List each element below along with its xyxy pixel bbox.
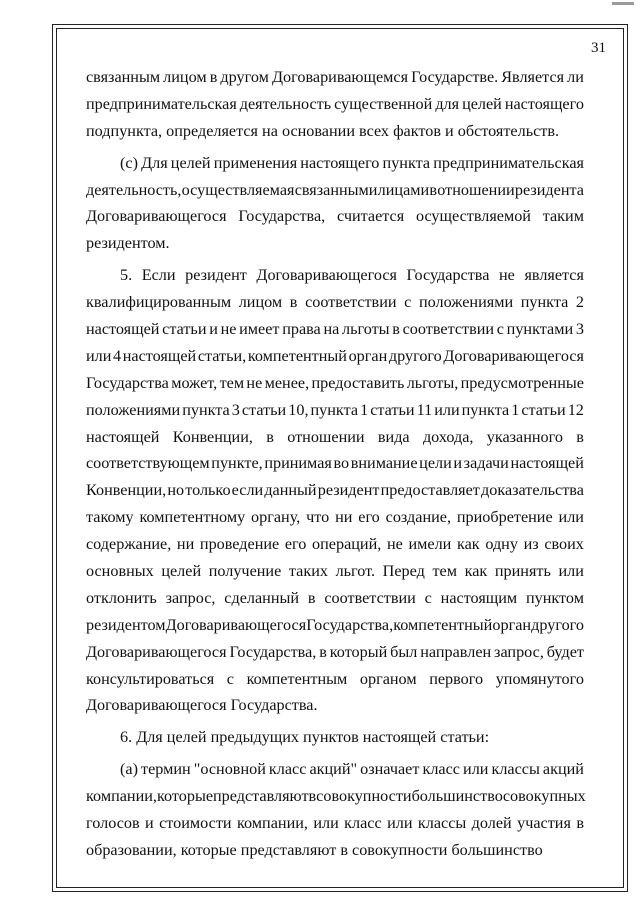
text-line [86,756,584,783]
word: имели [408,535,452,554]
word: его [358,508,380,527]
text-line [86,724,584,751]
word: предоставить [311,373,405,392]
word: резидент [317,481,380,500]
word: связанными [294,180,378,199]
word: или [434,400,460,419]
text-line [86,150,584,177]
text-line [86,531,584,558]
word: Договаривающегося [256,266,397,285]
line-text: резидентом. [86,234,170,253]
text-line [86,639,584,666]
word: отношении [287,427,365,446]
word: дохода, [422,427,474,446]
word: одну [485,535,518,554]
text-line [86,262,584,289]
text-line [86,230,584,257]
line-text: Договаривающегося Государства. [86,696,318,715]
word: вида [377,427,410,446]
text-line [86,810,584,837]
word: лицом [163,68,207,86]
word: предпринимательская [433,153,584,172]
word: данный [264,481,317,500]
word: в [209,68,218,86]
word: квалифицированным [86,293,232,312]
word: классы [417,814,467,833]
word: Перед [382,562,425,581]
word: Для [141,153,168,172]
word: представляют [213,787,309,806]
word: положениями [418,293,514,312]
word: в [308,787,317,806]
word: орган [492,615,532,634]
word: получение [208,562,282,581]
word: компетентному [139,508,246,527]
paragraph [86,724,584,751]
word: в [319,642,327,661]
word: голосов [86,814,140,833]
word: участия [517,814,571,833]
word: настоящего [300,153,380,172]
word: ни [176,535,195,554]
word: пункта [520,293,569,312]
word: настоящего [504,94,584,113]
word: долей [471,814,512,833]
text-line [86,692,584,719]
word: внимание [350,454,418,473]
word: которые [156,787,213,806]
word: для [435,94,460,113]
word: таким [542,207,584,226]
word: органу, [251,508,301,527]
word: сделанный [224,588,300,607]
word: своих [544,535,584,554]
word: был [390,642,418,661]
line-text: образовании, которые представляют в совокупности большинство [86,840,543,859]
word: или [463,760,489,779]
word: настоящим [440,588,518,607]
word: задачи [463,454,509,473]
word: такому [86,508,134,527]
word: что [306,508,330,527]
word: менее, [264,373,310,392]
word: статьи [241,400,287,419]
word: и [453,454,463,473]
word: существенной [334,94,433,113]
word: и [145,814,154,833]
word: органом [359,669,417,688]
word: стоимости [159,814,232,833]
word: Если [141,266,176,285]
text-line [86,666,584,693]
word: резидент [185,266,247,285]
word: как [464,562,488,581]
word: целей [170,153,211,172]
word: статьи [162,320,207,339]
word: основных [86,562,154,581]
word: 11 [416,400,433,419]
word: содержание, [86,535,172,554]
word: операций, [312,535,382,554]
word: деятельность, [86,180,182,199]
word: не [386,535,403,554]
word: резидента [514,180,584,199]
word: статьи [521,400,566,419]
word: соответствии [324,588,416,607]
word: связанным [86,68,161,86]
word: на [323,320,340,339]
word: как [456,535,480,554]
word: 3 [231,400,240,419]
text-line [86,783,584,810]
text-line [86,450,584,477]
word: направлен [420,642,492,661]
text-line [86,477,584,504]
line-text: 6. Для целей предыдущих пунктов настоящей статьи: [120,728,490,747]
word: пункте, [211,454,263,473]
word: 3 [575,320,584,339]
word: орган [348,346,388,365]
word: означает [360,760,420,779]
paragraph [86,756,584,864]
word: принять [494,562,551,581]
word: Конвенции, [86,481,167,500]
text-line [86,424,584,451]
word: лицом [238,293,283,312]
word: соответствии [305,293,397,312]
word: цели [419,454,452,473]
word: большинство [411,787,503,806]
word: Договаривающемся [271,68,409,86]
word: соответствующем [86,454,210,473]
word: отклонить [86,588,157,607]
word: создание, [385,508,451,527]
word: с [404,293,412,312]
word: если [231,481,264,500]
text-line [86,203,584,230]
text-line [86,343,584,370]
word: во [333,454,350,473]
word: 10, [288,400,309,419]
word: или [387,814,413,833]
word: настоящей [86,427,160,446]
word: применения [213,153,298,172]
word: не [499,266,515,285]
word: (c) [120,153,138,172]
word: или [313,814,339,833]
word: доказательства [481,481,584,500]
word: приобретение [456,508,553,527]
word: совокупности [316,787,412,806]
word: тем [219,373,245,392]
word: акций [542,760,584,779]
word: компетентный [393,615,493,634]
word: первого [429,669,484,688]
text-line [86,91,584,118]
word: в [289,293,298,312]
word: права [282,320,321,339]
word: таких [288,562,328,581]
word: пунктами [506,320,574,339]
word: 5. [120,266,133,285]
word: 1 [360,400,369,419]
word: статьи [370,400,415,419]
word: Договаривающегося [165,615,307,634]
word: пункта [310,400,359,419]
word: запрос, [165,588,216,607]
word: Государства, [306,615,394,634]
text-line [86,118,584,145]
word: совокупных [502,787,586,806]
word: или [558,562,584,581]
text-line [86,397,584,424]
word: другом [220,68,269,86]
word: другого [531,615,584,634]
word: 12 [567,400,584,419]
word: статьи, [197,346,247,365]
text-line [86,177,584,204]
word: другого [388,346,442,365]
paragraph [86,150,584,258]
word: предпринимательская [86,94,237,113]
word: пункта [461,400,510,419]
word: ли [567,68,584,86]
text-line [86,316,584,343]
word: пункта [382,153,431,172]
word: его [284,535,307,554]
word: не [246,373,263,392]
word: указанного [486,427,563,446]
word: резидентом [86,615,166,634]
word: класс [344,814,382,833]
word: Договаривающегося [443,346,584,365]
paragraph [86,64,584,145]
word: класс [268,760,307,779]
text-line [86,289,584,316]
page-number: 31 [591,40,606,56]
word: Государства, [238,207,326,226]
text-line [86,558,584,585]
text-line [86,64,584,91]
word: упомянутого [495,669,584,688]
word: проведение [199,535,280,554]
text-line [86,612,584,639]
word: целей [462,94,502,113]
word: компетентным [246,669,348,688]
word: в [266,427,274,446]
word: компетентный [247,346,347,365]
word: ни [335,508,353,527]
word: в [576,427,584,446]
word: класс [422,760,460,779]
word: или [558,508,584,527]
word: предусмотренные [460,373,584,392]
word: пунктом [525,588,584,607]
word: классы [491,760,540,779]
word: Государстве. [411,68,499,86]
word: соответствии [402,320,495,339]
word: компании, [86,787,157,806]
word: консультироваться [86,669,215,688]
word: деятельность [239,94,332,113]
word: целей [161,562,202,581]
scan-artifact [612,2,634,5]
text-line [86,370,584,397]
word: не [220,320,237,339]
word: имеет [239,320,280,339]
word: считается [336,207,405,226]
paragraph [86,262,584,719]
word: льготы, [406,373,459,392]
word: настоящей [86,320,160,339]
word: и [209,320,218,339]
word: Конвенции, [172,427,253,446]
word: 4 [113,346,122,365]
word: принимая [264,454,332,473]
word: настоящей [122,346,197,365]
word: Договаривающегося [86,642,227,661]
word: из [523,535,539,554]
word: "основной [193,760,266,779]
word: в [392,320,400,339]
word: запрос, [494,642,544,661]
word: тем [432,562,457,581]
word: Государства [406,266,490,285]
word: отношении [437,180,515,199]
word: настоящей [510,454,584,473]
word: является [524,266,584,285]
word: 1 [511,400,520,419]
word: или [86,346,112,365]
word: в [429,180,438,199]
word: (a) [120,760,138,779]
document-body [86,64,584,864]
word: термин [141,760,191,779]
word: осуществляемая [181,180,295,199]
word: Договаривающегося [86,207,227,226]
word: в [576,814,584,833]
line-text: подпункта, определяется на основании всех фактов и обстоятельств. [86,121,560,140]
text-line [86,585,584,612]
word: пункта [182,400,230,419]
word: осуществляемой [415,207,531,226]
word: компании, [236,814,308,833]
word: льготы [342,320,390,339]
word: Государства, [229,642,317,661]
word: только [185,481,231,500]
word: с [226,669,234,688]
word: акций" [309,760,358,779]
word: Является [501,68,565,86]
word: который [329,642,388,661]
word: Государства [86,373,169,392]
word: 2 [575,293,584,312]
word: лицами [377,180,430,199]
word: в [307,588,316,607]
word: будет [546,642,584,661]
word: льгот. [335,562,376,581]
text-line [86,837,584,864]
word: с [424,588,432,607]
word: но [167,481,185,500]
word: положениями [86,400,181,419]
word: может, [171,373,218,392]
text-line [86,504,584,531]
word: с [496,320,504,339]
word: предоставляет [380,481,480,500]
